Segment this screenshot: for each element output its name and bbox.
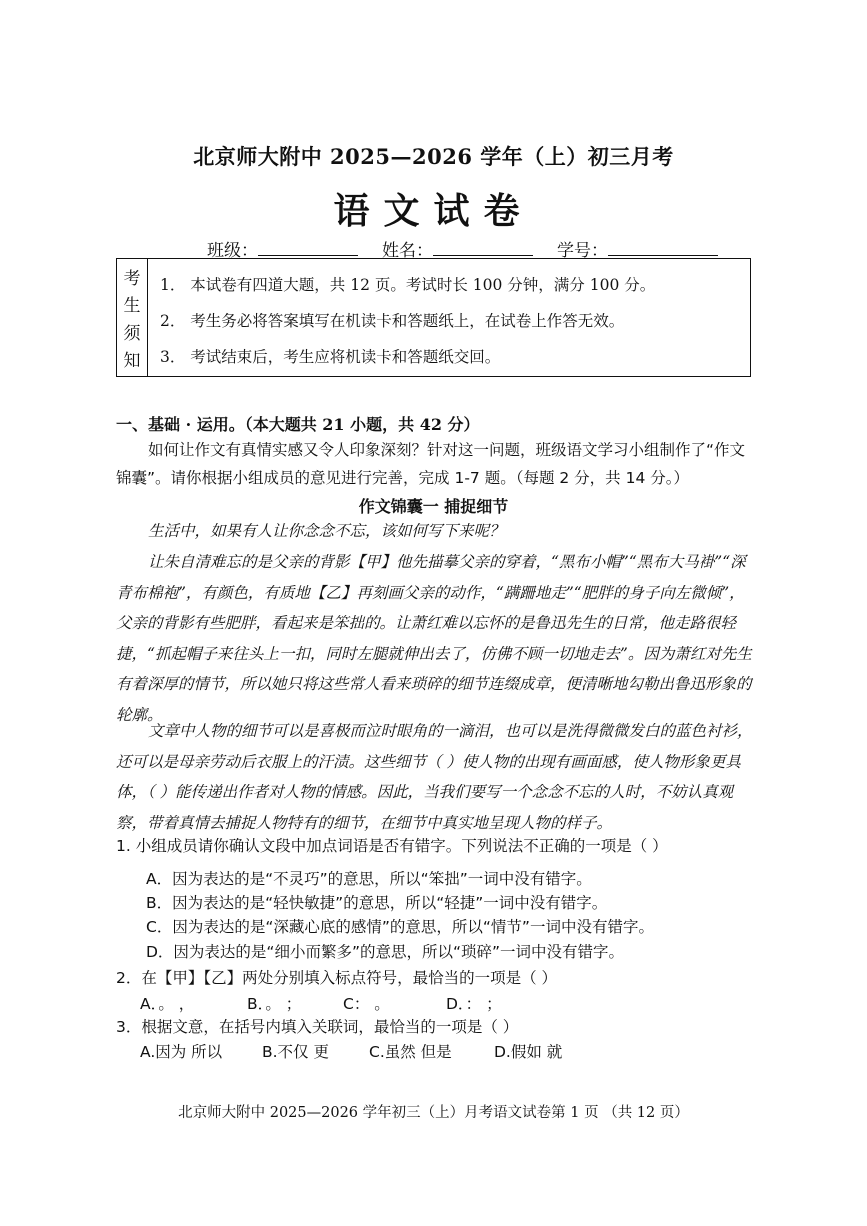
- question-2-option-b: B．。 ；: [247, 995, 302, 1013]
- question-3-option-d: D.假如 就: [494, 1043, 563, 1061]
- class-blank: [258, 239, 358, 256]
- page-footer: 北京师大附中 2025—2026 学年初三（上）月考语文试卷第 1 页 （共 12 页）: [178, 1105, 689, 1121]
- id-label: 学号：: [557, 241, 608, 261]
- question-1-option-c: C．因为表达的是“深藏心底的感情”的意思，所以“情节”一词中没有错字。: [146, 918, 654, 936]
- question-3-stem: 3．根据文意，在括号内填入关联词，最恰当的一项是（ ）: [116, 1018, 519, 1036]
- question-2-option-d: D．： ；: [446, 995, 502, 1013]
- school-title: 北京师大附中 2025—2026 学年（上）初三月考: [193, 144, 674, 169]
- question-2-option-a: A．。 ，: [140, 995, 195, 1013]
- id-blank: [608, 239, 718, 256]
- passage-paragraph-1: 生活中，如果有人让你念念不忘，该如何写下来呢？: [148, 522, 505, 540]
- notice-item: 3． 考试结束后，考生应将机读卡和答题纸交回。: [160, 348, 501, 366]
- section-intro: 如何让作文有真情实感又令人印象深刻？针对这一问题，班级语文学习小组制作了“作文锦囊”。请你根据小组成员的意见进行完善，完成 1-7 题。（每题 2 分，共 14 分。）: [116, 441, 746, 487]
- question-1-option-b: B．因为表达的是“轻快敏捷”的意思，所以“轻捷”一词中没有错字。: [146, 894, 608, 912]
- question-3-option-a: A.因为 所以: [140, 1043, 223, 1061]
- class-label: 班级：: [207, 241, 258, 261]
- question-3-option-c: C.虽然 但是: [369, 1043, 452, 1061]
- question-1-stem: 1. 小组成员请你确认文段中加点词语是否有错字。下列说法不正确的一项是（ ）: [116, 837, 668, 855]
- section-title: 一、基础 · 运用。（本大题共 21 小题，共 42 分）: [116, 415, 480, 434]
- exam-notice-box: [116, 258, 751, 377]
- name-label: 姓名：: [382, 241, 433, 261]
- question-2-option-c: C： 。: [343, 995, 390, 1013]
- question-2-stem: 2．在【甲】【乙】两处分别填入标点符号，最恰当的一项是（ ）: [116, 969, 558, 987]
- notice-items: [148, 259, 750, 376]
- name-blank: [433, 239, 533, 256]
- passage-paragraph-2: 让朱自清难忘的是父亲的背影【甲】他先描摹父亲的穿着，“黑布小帽”“黑布大马褂”“深青布棉袍”，有颜色，有质地【乙】再刻画父亲的动作，“蹒跚地走”“肥胖的身子向左微倾”，父亲的背影有些肥胖，看起来是笨拙的。让萧红难以忘怀的是鲁迅先生的日常，他走路很轻捷，“抓起帽子来往头上一扣，同时左腿就伸出去了，仿佛不顾一切地走去”。因为萧红对先生有着深厚的情节，所以她只将这些常人看来琐碎的细节连缀成章，便清晰地勾勒出鲁迅形象的轮廓。: [116, 553, 752, 724]
- box-title: 作文锦囊一 捕捉细节: [358, 497, 509, 516]
- notice-item: 2． 考生务必将答案填写在机读卡和答题纸上，在试卷上作答无效。: [160, 312, 625, 330]
- notice-item: 1． 本试卷有四道大题，共 12 页。考试时长 100 分钟，满分 100 分。: [160, 276, 656, 294]
- question-1-option-d: D．因为表达的是“细小而繁多”的意思，所以“琐碎”一词中没有错字。: [146, 943, 625, 961]
- notice-heading: 考 生 须 知: [117, 259, 148, 376]
- question-3-option-b: B.不仅 更: [262, 1043, 329, 1061]
- question-1-option-a: A．因为表达的是“不灵巧”的意思，所以“笨拙”一词中没有错字。: [146, 870, 592, 888]
- subject-title: 语文试卷: [333, 190, 534, 232]
- passage-paragraph-3: 文章中人物的细节可以是喜极而泣时眼角的一滴泪，也可以是洗得微微发白的蓝色衬衫，还可以是母亲劳动后衣服上的汗渍。这些细节（ ）使人物的出现有画面感，使人物形象更具体，（ ）能传递出作者对人物的情感。因此，当我们要写一个念念不忘的人时，不妨认真观察，带着真情去捕捉人物特有的细节，在细节中真实地呈现人物的样子。: [116, 722, 753, 832]
